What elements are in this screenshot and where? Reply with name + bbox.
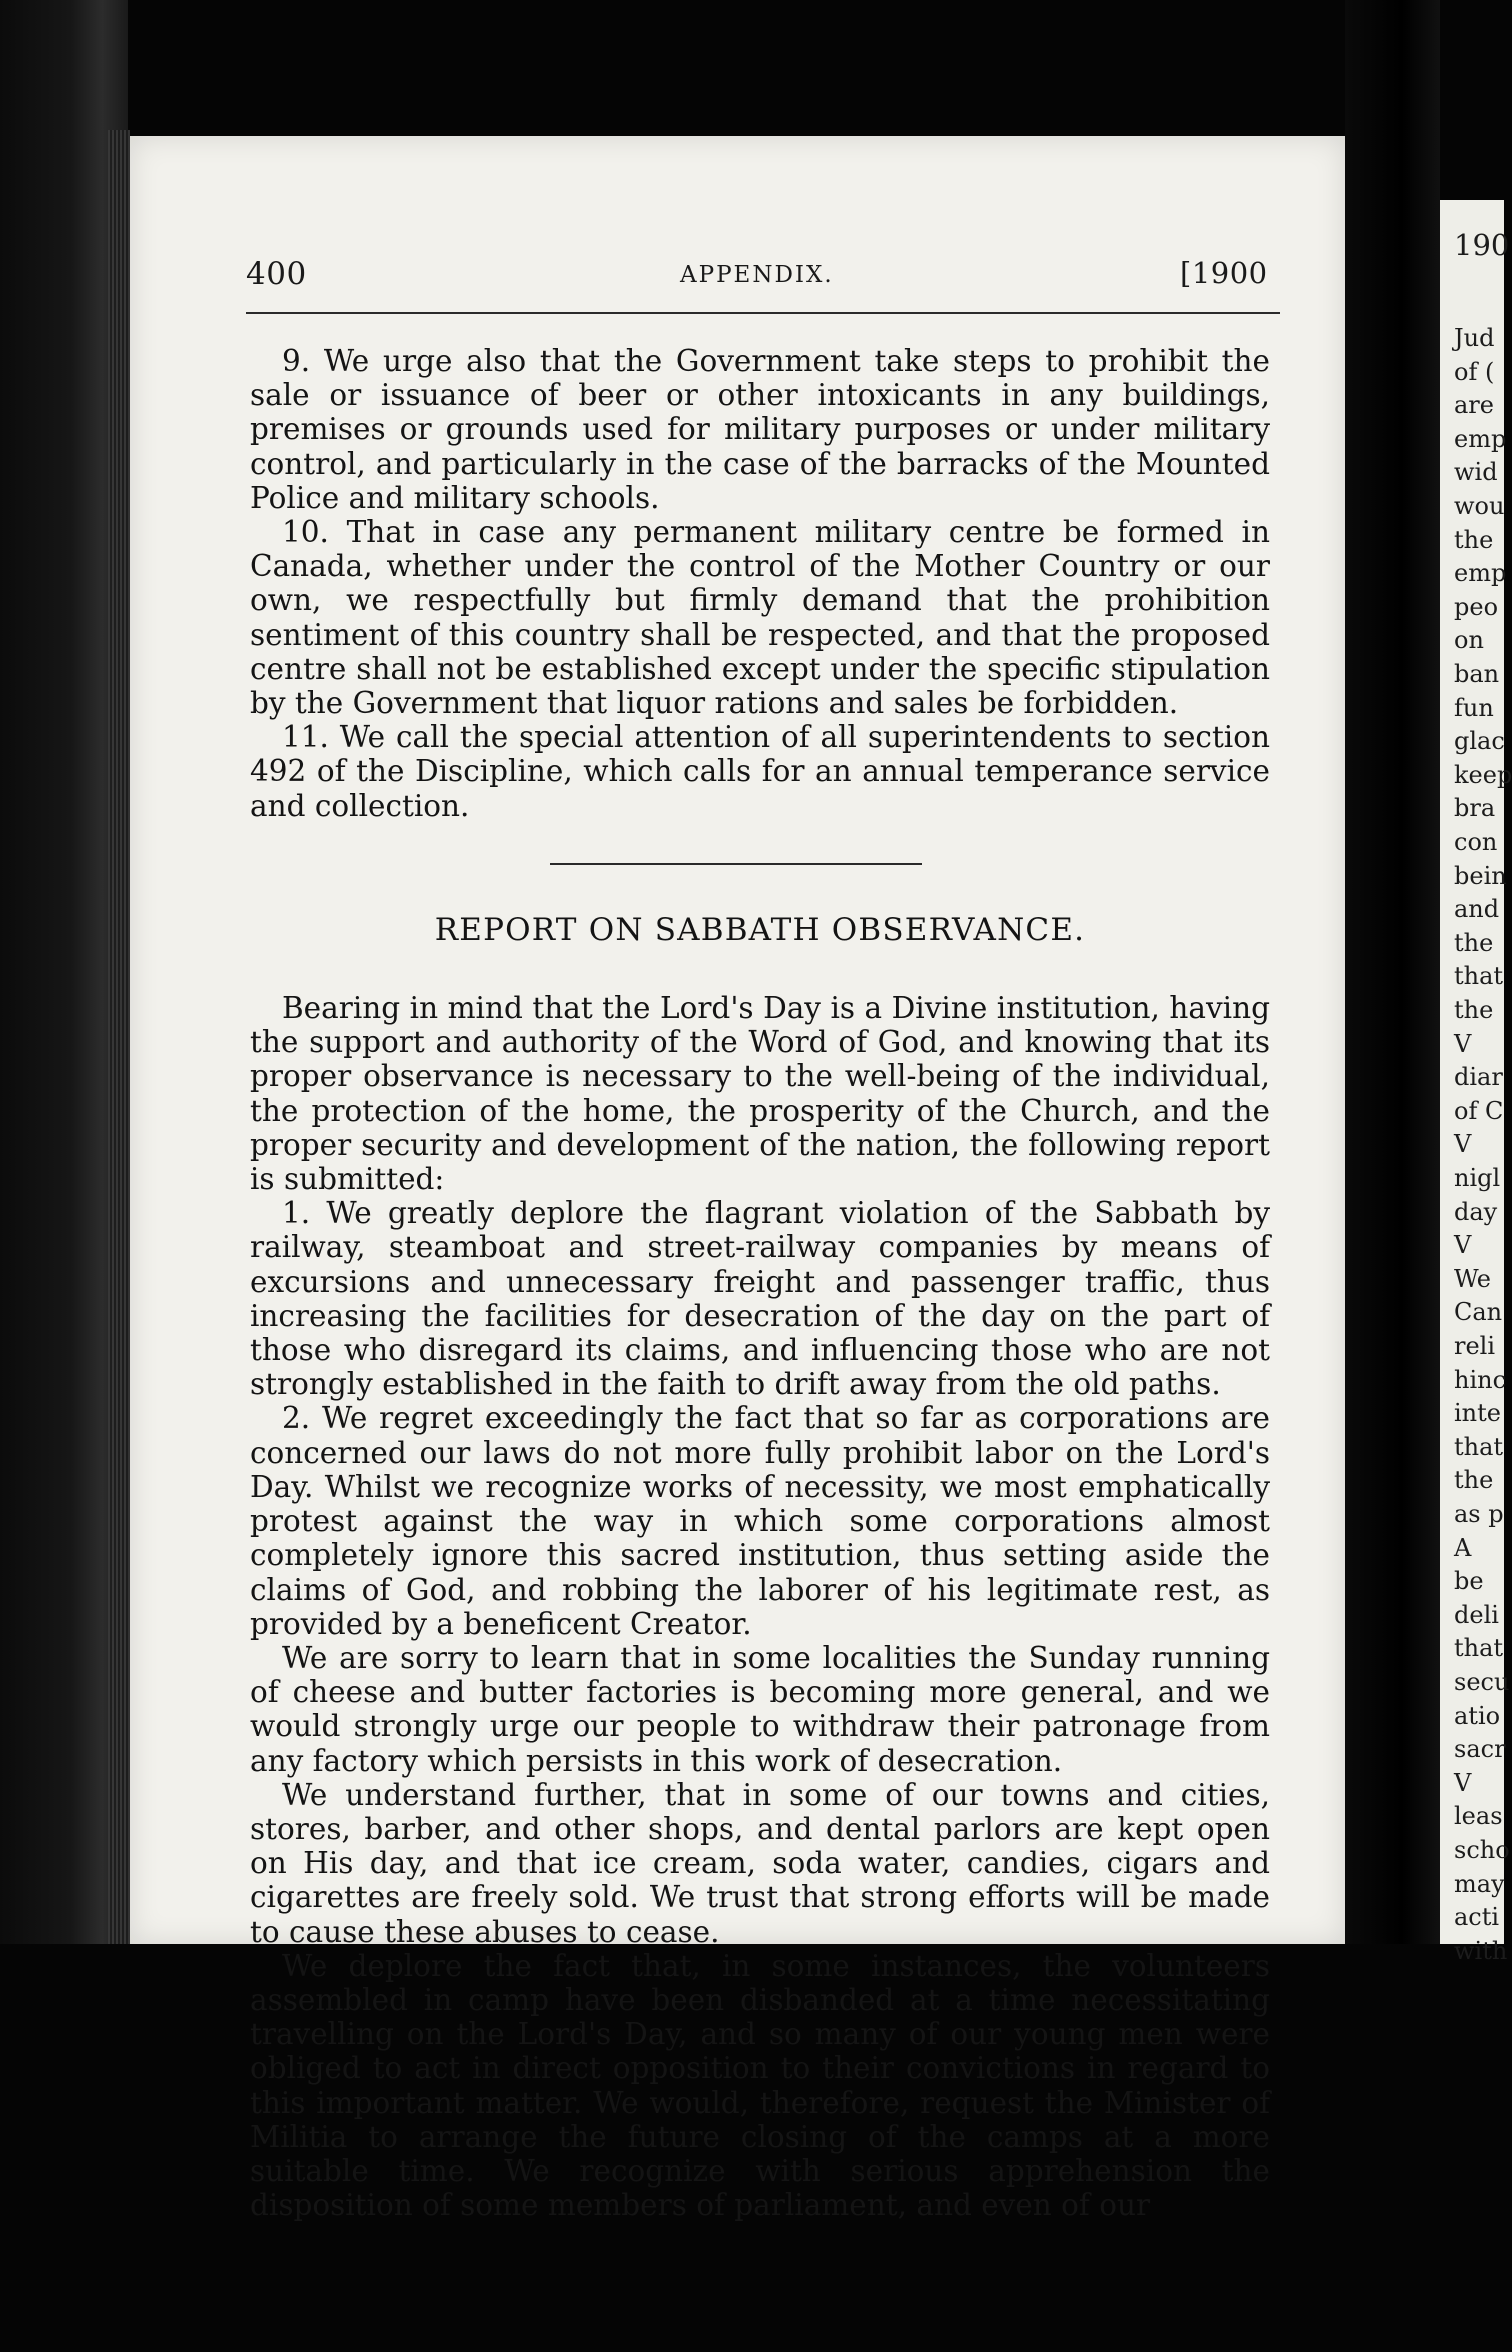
next-page-line-fragment: V — [1454, 1231, 1472, 1260]
next-page-line-fragment: hinc — [1454, 1365, 1507, 1394]
next-page-line-fragment: acti — [1454, 1903, 1500, 1932]
next-page-line-fragment: atio — [1454, 1701, 1501, 1730]
next-page-line-fragment: day — [1454, 1197, 1498, 1226]
next-page-header: 190 — [1454, 228, 1510, 262]
report-title: REPORT ON SABBATH OBSERVANCE. — [434, 911, 1086, 948]
next-page-line-fragment: secu — [1454, 1668, 1510, 1696]
next-page-line-fragment: and — [1454, 895, 1500, 924]
next-page-line-fragment: emp — [1454, 559, 1507, 588]
next-page-line-fragment: wou — [1454, 492, 1505, 520]
resolution-9: 9. We urge also that the Government take steps to prohibit the sale or issuance of beer or other intoxicants in any buildings, premises or grounds used for military purposes or under military control, and particularly in the case of the barracks of the Mounted Police and military schools. — [250, 344, 1270, 515]
next-page-line-fragment: Jud — [1454, 324, 1495, 352]
next-page-line-fragment: con — [1454, 828, 1498, 856]
next-page-line-fragment: be — [1454, 1567, 1484, 1596]
next-page-line-fragment: reli — [1454, 1332, 1496, 1360]
next-page-line-fragment: inte — [1454, 1399, 1501, 1428]
next-page-line-fragment: bra — [1454, 794, 1496, 823]
next-page-line-fragment: of C — [1454, 1096, 1504, 1125]
next-page-line-fragment: on — [1454, 626, 1484, 655]
next-page-line-fragment: scho — [1454, 1836, 1510, 1864]
report-paragraph-cheese-factories: We are sorry to learn that in some localities the Sunday running of cheese and butter factories is becoming more general, and we would strongly urge our people to withdraw their patronage from any factory which persists in this work of desecration. — [250, 1640, 1270, 1778]
next-page-line-fragment: sacr — [1454, 1735, 1506, 1764]
next-page-line-fragment: the — [1454, 996, 1494, 1024]
running-title: APPENDIX. — [680, 262, 834, 288]
report-paragraph-shops: We understand further, that in some of our towns and cities, stores, barber, and other shops, and dental parlors are kept open on His day, and that ice cream, soda water, candies, cigars and cigarettes are freely sold. We trust that strong efforts will be made to cause these abuses to cease. — [250, 1777, 1270, 1949]
scan-top-margin — [0, 0, 1504, 136]
next-page-line-fragment: bein — [1454, 861, 1507, 890]
next-page-line-fragment: fun — [1454, 693, 1494, 722]
year-label: [1900 — [1180, 256, 1268, 290]
report-intro: Bearing in mind that the Lord's Day is a Divine institution, having the support and authority of the Word of God, and knowing that its proper observance is necessary to the well-being of the individual, the protection of the home, the prosperity of the Church, and the proper security and development of the nation, the following report is submitted: — [250, 991, 1270, 1197]
report-item-1: 1. We greatly deplore the flagrant violation of the Sabbath by railway, steamboat and street-railway companies by means of excursions and unnecessary freight and passenger traffic, thus increasing the facilities for desecration of the day on the part of those who disregard its claims, and influencing those who are not strongly established in the faith to drift away from the old paths. — [250, 1196, 1270, 1402]
next-page-line-fragment: as p — [1454, 1500, 1504, 1528]
page-edges — [108, 130, 130, 2180]
report-paragraph-volunteers: We deplore the fact that, in some instances, the volunteers assembled in camp have been disbanded at a time necessitating travelling on the Lord's Day, and so many of our young men were obliged to act in direct opposition to their convictions in regard to this important matter. We would, therefore, request the Minister of Militia to arrange the future closing of the camps at a more suitable time. We recognize with serious apprehension the disposition of some members of parliament, and even of our — [250, 1948, 1270, 2223]
next-page-line-fragment: keep — [1454, 760, 1512, 789]
next-page-line-fragment: that — [1454, 962, 1504, 991]
next-page-line-fragment: may — [1454, 1869, 1505, 1898]
next-page-line-fragment: the — [1454, 1466, 1494, 1495]
next-page-line-fragment: that — [1454, 1432, 1504, 1461]
next-page-line-fragment: deli — [1454, 1600, 1499, 1629]
next-page-line-fragment: V — [1454, 1130, 1472, 1159]
next-page-line-fragment: Can — [1454, 1298, 1503, 1327]
next-page-line-fragment: ban — [1454, 660, 1500, 688]
next-page-line-fragment: the — [1454, 928, 1494, 957]
next-page-line-fragment: wid — [1454, 458, 1498, 487]
next-page-line-fragment: peo — [1454, 592, 1499, 621]
resolution-10: 10. That in case any permanent military centre be formed in Canada, whether under the control of the Mother Country or our own, we respectfully but firmly demand that the prohibition sentiment of this country shall be respected, and that the proposed centre shall not be established except under the specific stipulation by the Government that liquor rations and sales be forbidden. — [250, 515, 1270, 721]
next-page-line-fragment: emp — [1454, 424, 1507, 453]
next-page-line-fragment: diar — [1454, 1063, 1503, 1092]
next-page-line-fragment: of ( — [1454, 357, 1495, 386]
next-page-line-fragment: glac — [1454, 727, 1505, 756]
next-page-line-fragment: leas — [1454, 1802, 1503, 1831]
resolution-11: 11. We call the special attention of all superintendents to section 492 of the Discipline, which calls for an annual temperance service and collection. — [250, 720, 1270, 823]
next-page-line-fragment: V — [1454, 1029, 1472, 1058]
next-page-line-fragment: nigl — [1454, 1164, 1501, 1192]
section-divider — [550, 863, 922, 865]
next-page-line-fragment: with — [1454, 1936, 1508, 1965]
next-page-line-fragment: that — [1454, 1634, 1504, 1663]
report-item-2: 2. We regret exceedingly the fact that so far as corporations are concerned our laws do not more fully prohibit labor on the Lord's Day. Whilst we recognize works of necessity, we most emphatically protest against the way in which some corporations almost completely ignore this sacred institution, thus setting aside the claims of God, and robbing the laborer of his legitimate rest, as provided by a beneficent Creator. — [250, 1401, 1270, 1641]
page-number: 400 — [246, 256, 307, 292]
next-page-line-fragment: are — [1454, 391, 1494, 420]
next-page-line-fragment: the — [1454, 525, 1494, 554]
page-body — [250, 344, 1270, 2222]
next-page-line-fragment: V — [1454, 1768, 1472, 1797]
header-rule — [246, 312, 1280, 314]
next-page-line-fragment: A — [1454, 1533, 1472, 1562]
next-page-line-fragment: We — [1454, 1264, 1491, 1293]
